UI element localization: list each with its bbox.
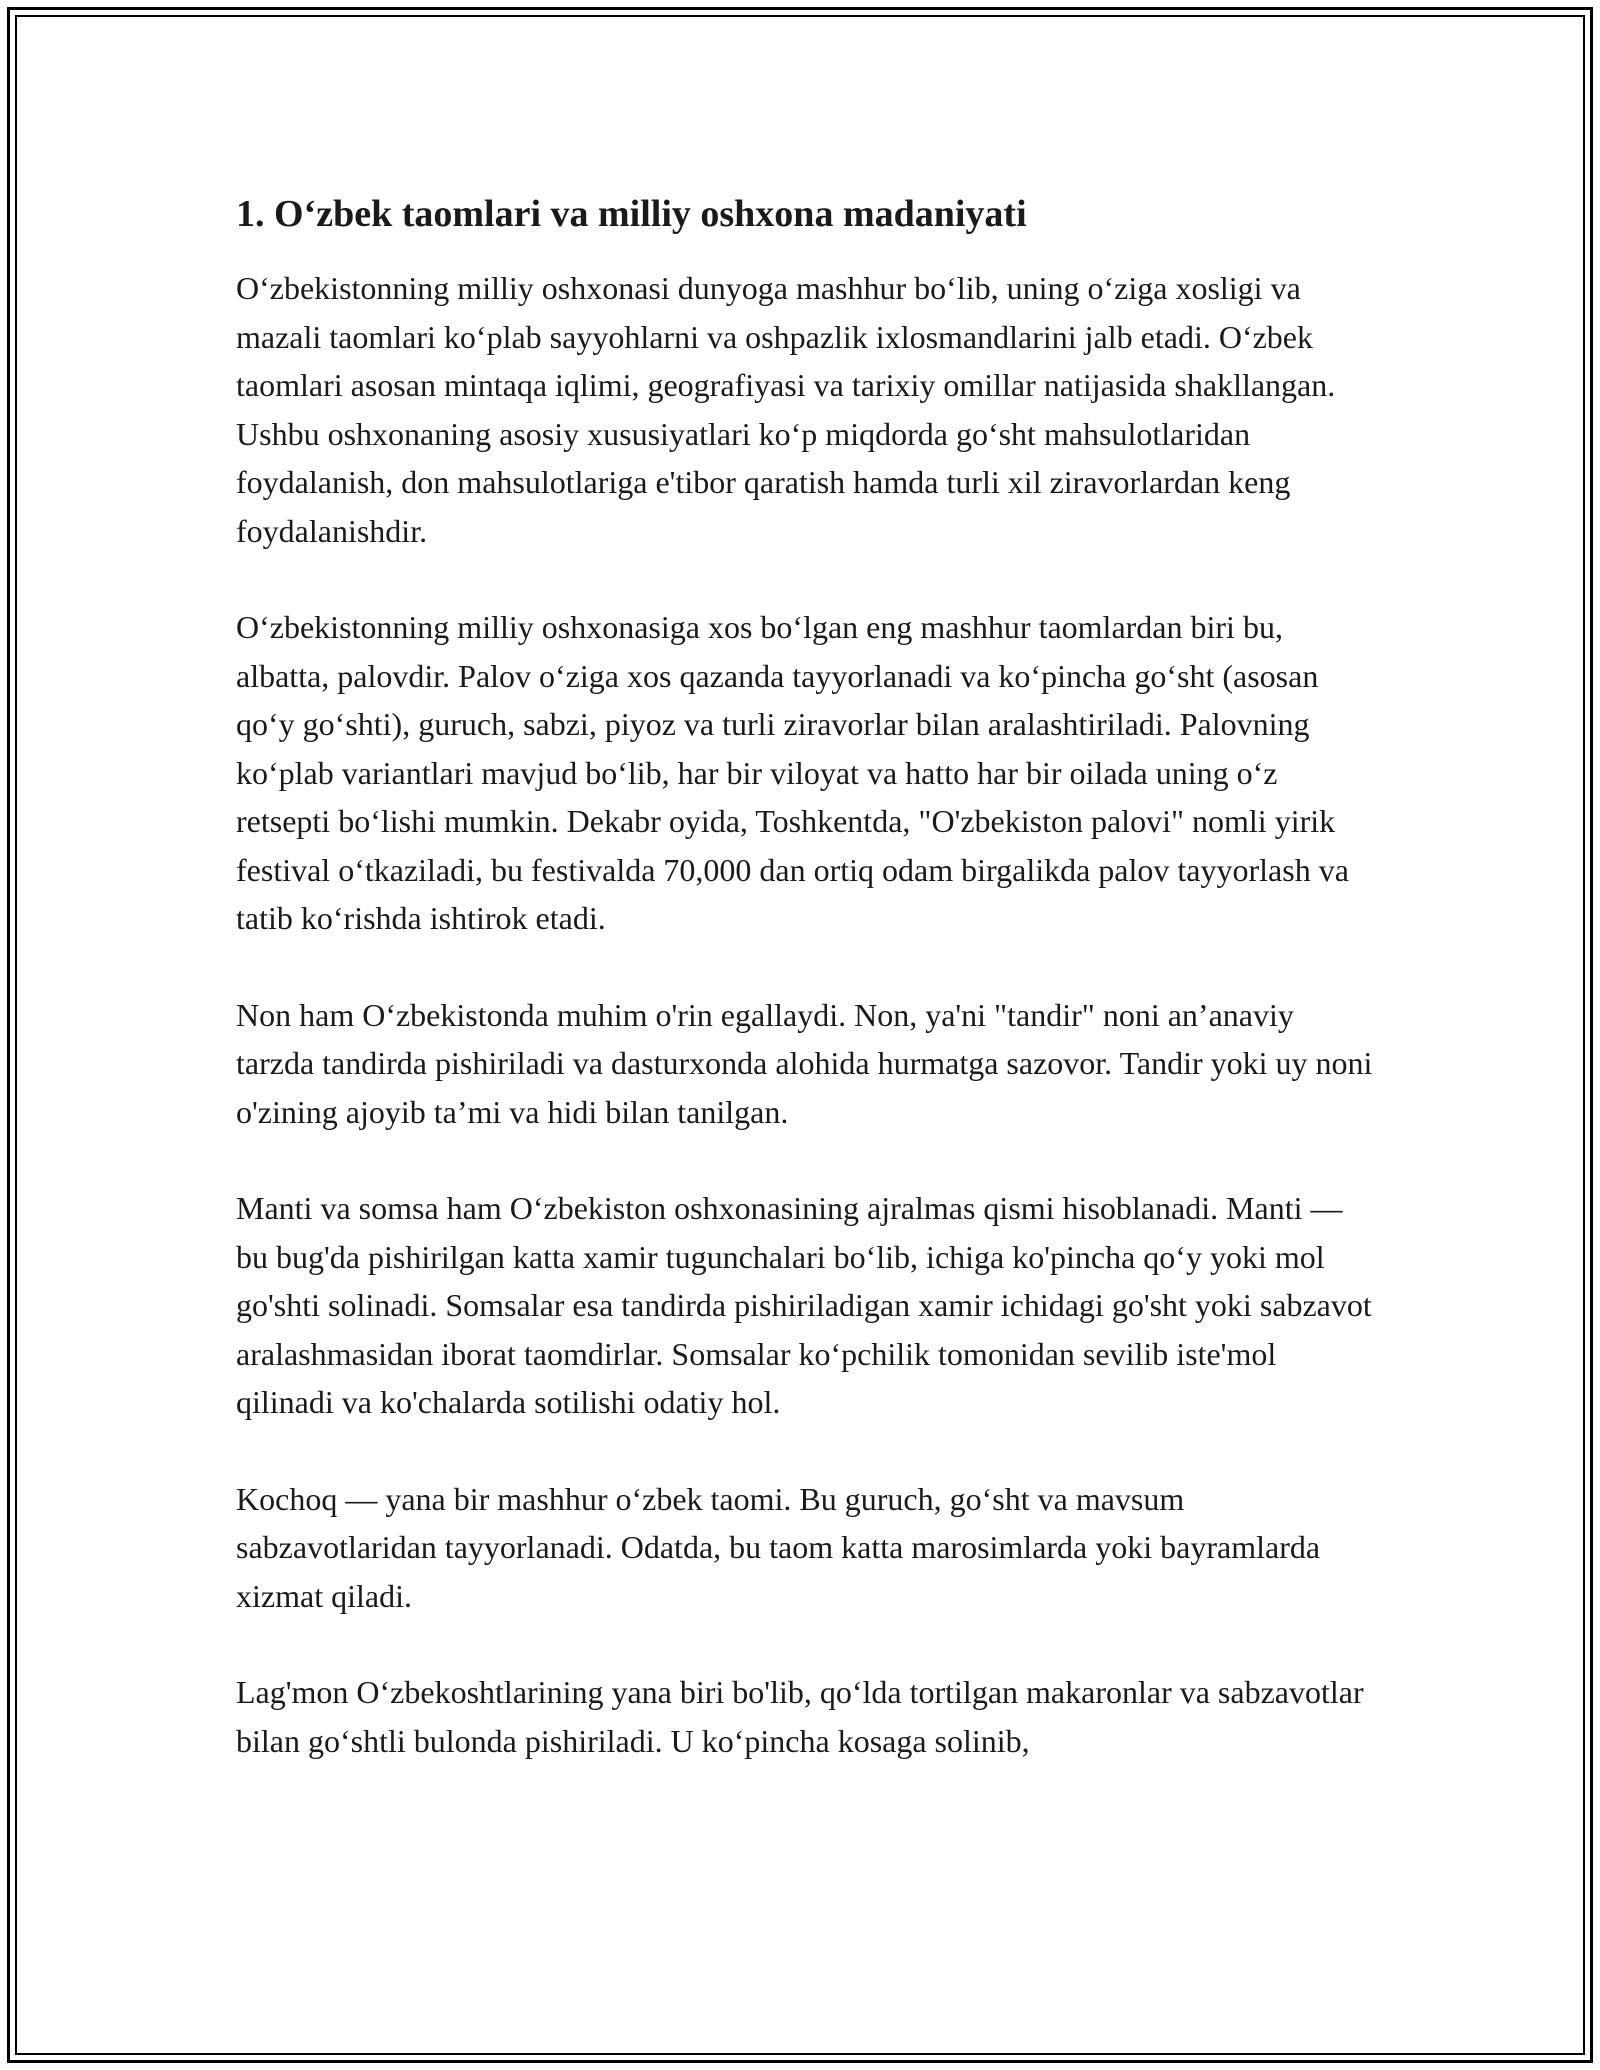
paragraph-1: O‘zbekistonning milliy oshxonasi dunyoga mashhur bo‘lib, uning o‘ziga xosligi va mazali taomlari ko‘plab sayyohlarni va oshpazlik ixlosmandlarini jalb etadi. O‘zbek taomlari asosan mintaqa iqlimi, geografiyasi va tarixiy omillar natijasida shakllangan. Ushbu oshxonaning asosiy xususiyatlari ko‘p miqdorda go‘sht mahsulotlaridan foydalanish, don mahsulotlariga e'tibor qaratish hamda turli xil ziravorlardan keng foydalanishdir. [236, 270, 1336, 549]
paragraph-2: O‘zbekistonning milliy oshxonasiga xos bo‘lgan eng mashhur taomlardan biri bu, albatta, palovdir. Palov o‘ziga xos qazanda tayyorlanadi va ko‘pincha go‘sht (asosan qo‘y go‘shti), guruch, sabzi, piyoz va turli ziravorlar bilan aralashtiriladi. Palovning ko‘plab variantlari mavjud bo‘lib, har bir viloyat va hatto har bir oilada uning o‘z retsepti bo‘lishi mumkin. Dekabr oyida, Toshkentda, "O'zbekiston palovi" nomli yirik festival o‘tkaziladi, bu festivalda 70,000 dan ortiq odam birgalikda palov tayyorlash va tatib ko‘rishda ishtirok etadi. [236, 609, 1349, 936]
document-body [236, 186, 1376, 1813]
document-title: 1. O‘zbek taomlari va milliy oshxona madaniyati [236, 193, 1027, 235]
paragraph-4: Manti va somsa ham O‘zbekiston oshxonasining ajralmas qismi hisoblanadi. Manti — bu bug'da pishirilgan katta xamir tugunchalari bo‘lib, ichiga ko'pincha qo‘y yoki mol go'shti solinadi. Somsalar esa tandirda pishiriladigan xamir ichidagi go'sht yoki sabzavot aralashmasidan iborat taomdirlar. Somsalar ko‘pchilik tomonidan sevilib iste'mol qilinadi va ko'chalarda sotilishi odatiy hol. [236, 1190, 1372, 1420]
paragraph-6: Lag'mon O‘zbekoshtlarining yana biri bo'lib, qo‘lda tortilgan makaronlar va sabzavotlar bilan go‘shtli bulonda pishiriladi. U ko‘pincha kosaga solinib, [236, 1674, 1364, 1759]
paragraph-5: Kochoq — yana bir mashhur o‘zbek taomi. Bu guruch, go‘sht va mavsum sabzavotlaridan tayyorlanadi. Odatda, bu taom katta marosimlarda yoki bayramlarda xizmat qiladi. [236, 1480, 1321, 1614]
paragraph-3: Non ham O‘zbekistonda muhim o'rin egallaydi. Non, ya'ni "tandir" noni an’anaviy tarzda tandirda pishiriladi va dasturxonda alohida hurmatga sazovor. Tandir yoki uy noni o'zining ajoyib ta’mi va hidi bilan tanilgan. [236, 996, 1373, 1130]
